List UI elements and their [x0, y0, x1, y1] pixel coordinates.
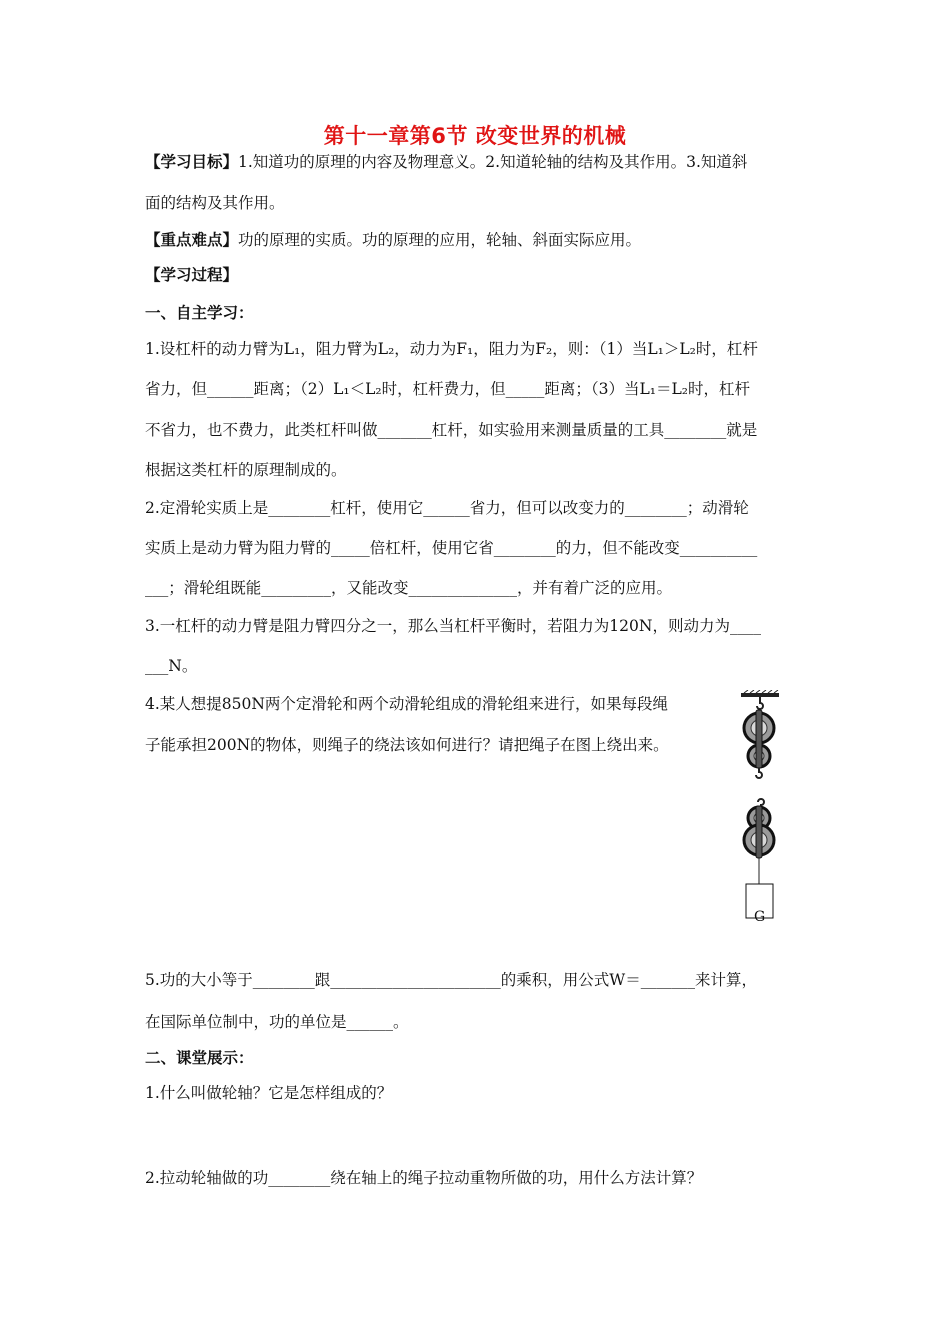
- q5-line-1: 5.功的大小等于________跟______________________的乘积，用公式W＝_______来计算，: [145, 971, 757, 989]
- movable-pulley-block: [744, 799, 774, 884]
- objectives-text-1: 1.知道功的原理的内容及物理意义。2.知道轮轴的结构及其作用。3.知道斜: [238, 153, 748, 171]
- s2-q1: 1.什么叫做轮轴？它是怎样组成的？: [145, 1084, 393, 1102]
- q1-line-2: 省力，但______距离；（2）L₁＜L₂时，杠杆费力，但_____距离；（3）当L₁＝L₂时，杠杆: [145, 380, 751, 398]
- fixed-pulley-block: [744, 697, 774, 778]
- weight-label: G: [754, 909, 766, 922]
- q3-line-1: 3.一杠杆的动力臂是阻力臂四分之一，那么当杠杆平衡时，若阻力为120N，则动力为____: [145, 617, 761, 635]
- objectives-line-2: 面的结构及其作用。: [145, 194, 285, 212]
- ceiling-mount: [741, 690, 779, 697]
- q2-line-3: ___；滑轮组既能_________，又能改变______________，并有着广泛的应用。: [145, 579, 673, 597]
- section1-heading: 一、自主学习：: [145, 304, 254, 322]
- key-points-text: 功的原理的实质。功的原理的应用，轮轴、斜面实际应用。: [238, 231, 642, 249]
- objectives-line-1: [145, 152, 747, 172]
- pulley-system-figure: [738, 690, 788, 922]
- page-title: 第十一章第6节 改变世界的机械: [323, 124, 627, 148]
- process-label: 【学习过程】: [145, 266, 239, 284]
- q2-line-1: 2.定滑轮实质上是________杠杆，使用它______省力，但可以改变力的________；动滑轮: [145, 499, 749, 517]
- q3-line-2: ___N。: [145, 657, 198, 675]
- q5-line-2: 在国际单位制中，功的单位是______。: [145, 1013, 409, 1031]
- q1-line-1: 1.设杠杆的动力臂为L₁，阻力臂为L₂，动力为F₁，阻力为F₂，则：（1）当L₁＞L₂时，杠杆: [145, 340, 758, 358]
- q1-line-3: 不省力，也不费力，此类杠杆叫做_______杠杆，如实验用来测量质量的工具________就是: [145, 421, 758, 439]
- key-points-label: 【重点难点】: [145, 231, 239, 249]
- q2-line-2: 实质上是动力臂为阻力臂的_____倍杠杆，使用它省________的力，但不能改变__________: [145, 539, 758, 557]
- q4-line-1: 4.某人想提850N两个定滑轮和两个动滑轮组成的滑轮组来进行，如果每段绳: [145, 695, 668, 713]
- section2-heading: 二、课堂展示：: [145, 1049, 254, 1067]
- s2-q2: 2.拉动轮轴做的功________绕在轴上的绳子拉动重物所做的功，用什么方法计算？: [145, 1169, 703, 1187]
- q4-line-2: 子能承担200N的物体，则绳子的绕法该如何进行？请把绳子在图上绕出来。: [145, 736, 669, 754]
- q1-line-4: 根据这类杠杆的原理制成的。: [145, 461, 347, 479]
- key-points: [145, 230, 641, 250]
- objectives-label: 【学习目标】: [145, 153, 239, 171]
